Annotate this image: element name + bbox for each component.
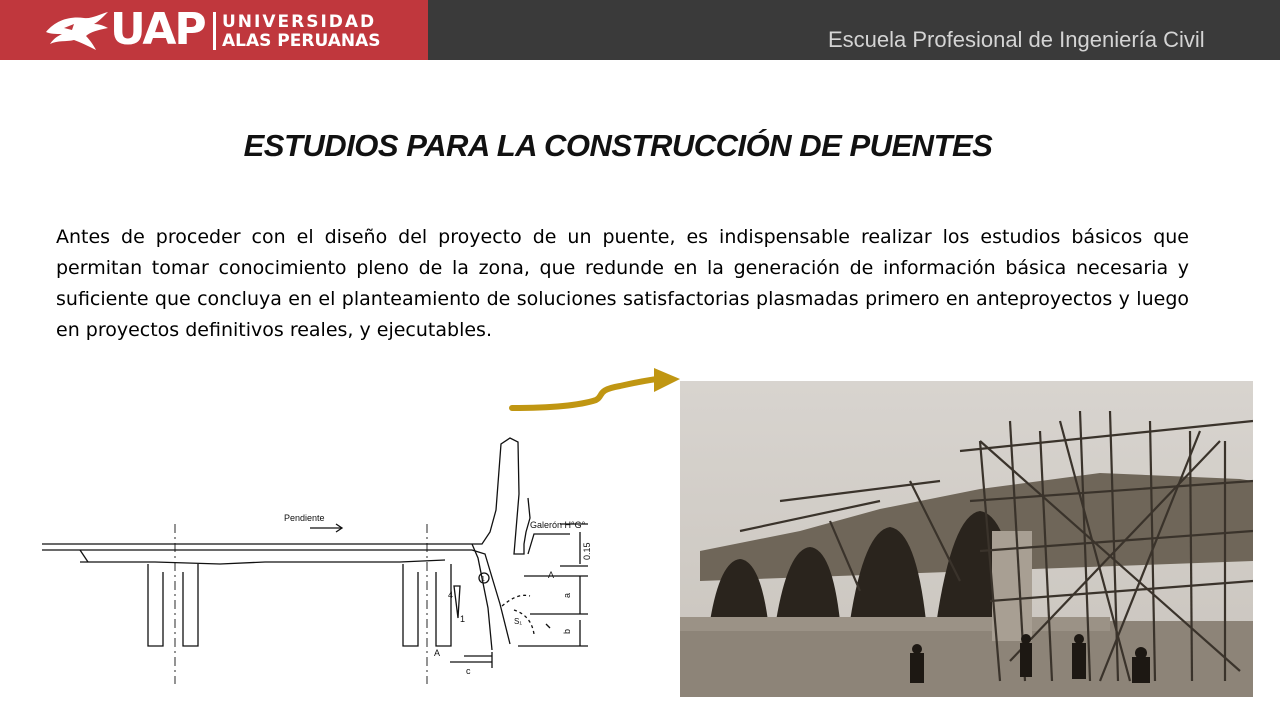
logo-uap-text: UAP bbox=[110, 4, 205, 55]
section-a-label-top: A bbox=[548, 570, 555, 580]
dimension-a-label: a bbox=[562, 592, 572, 598]
dimension-c-label: c bbox=[466, 666, 471, 676]
bridge-section-drawing bbox=[40, 436, 610, 686]
logo-divider bbox=[213, 12, 216, 50]
school-name: Escuela Profesional de Ingeniería Civil bbox=[828, 27, 1205, 52]
header-bar bbox=[0, 0, 1280, 60]
dimension-015-label: 0.15 bbox=[582, 542, 592, 560]
slope-1-label: 1 bbox=[460, 614, 466, 624]
dimension-b-label: b bbox=[562, 628, 572, 634]
slope-4-label: 4 bbox=[448, 590, 454, 600]
circle-1-label: 1 bbox=[481, 576, 485, 583]
bridge-construction-photo bbox=[680, 381, 1253, 697]
logo-university-text: UNIVERSIDAD bbox=[222, 12, 377, 32]
eagle-logo-icon bbox=[44, 10, 110, 52]
university-logo bbox=[0, 0, 428, 60]
body-paragraph: Antes de proceder con el diseño del proyecto de un puente, es indispensable realizar los estudios básicos que permitan tomar conocimiento pleno de la zona, que redunde en la generación de información básica necesaria y suficiente que concluya en el planteamiento de soluciones satisfactorias plasmadas primero en anteproyectos y luego en proyectos definitivos reales, y ejecutables. bbox=[56, 226, 1189, 341]
section-a-label-bottom: A bbox=[434, 648, 441, 658]
slide-title: ESTUDIOS PARA LA CONSTRUCCIÓN DE PUENTES bbox=[243, 128, 993, 163]
gutter-label: Galerón H°G° bbox=[530, 520, 586, 530]
curved-arrow-icon bbox=[508, 368, 683, 418]
s1-label: S₁ bbox=[514, 617, 523, 626]
slope-label: Pendiente bbox=[284, 513, 325, 523]
logo-alas-peruanas-text: ALAS PERUANAS bbox=[222, 31, 381, 51]
